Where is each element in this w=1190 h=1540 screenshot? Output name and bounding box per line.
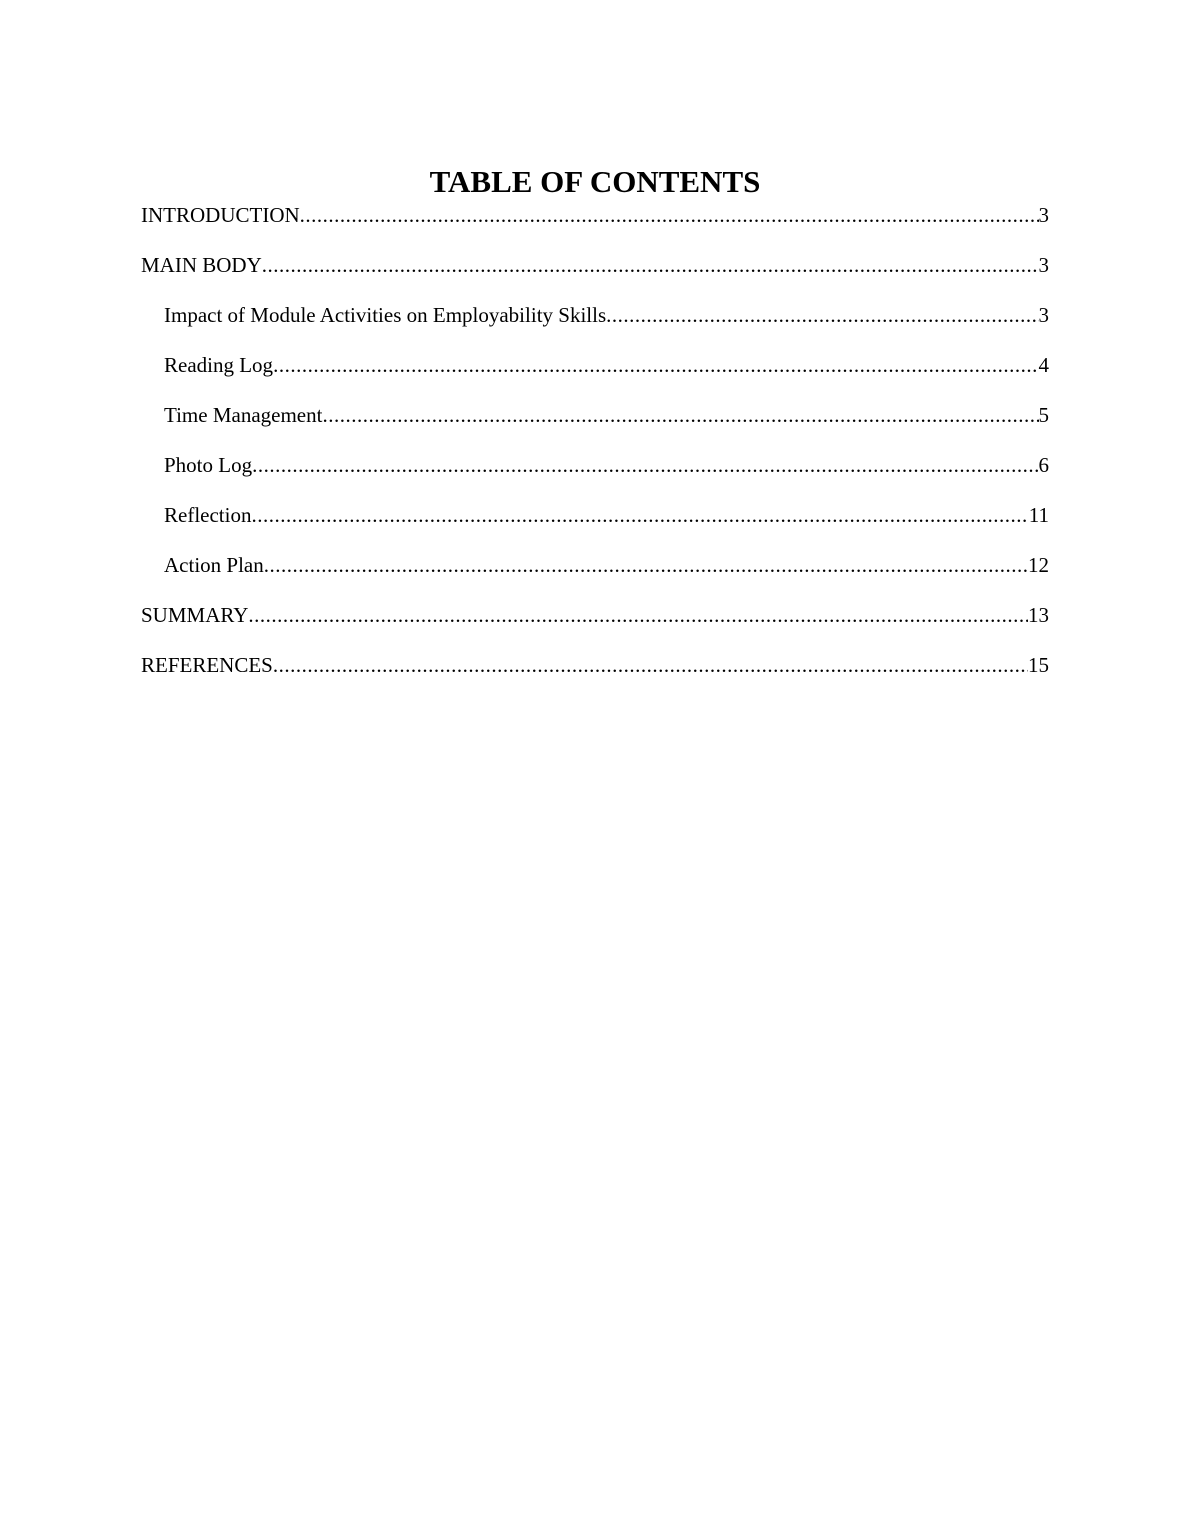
toc-entry-photo-log[interactable] xyxy=(141,450,1049,500)
toc-entry-action-plan[interactable] xyxy=(141,550,1049,600)
toc-entry-reflection[interactable] xyxy=(141,500,1049,550)
toc-entry-label: Time Management xyxy=(164,403,323,427)
toc-dot-leader xyxy=(262,250,1039,280)
toc-entry-page: 6 xyxy=(1038,453,1049,477)
toc-entry-label: Impact of Module Activities on Employability Skills xyxy=(164,303,607,327)
toc-dot-leader xyxy=(322,400,1038,430)
toc-entry-label: Reading Log xyxy=(164,353,274,377)
toc-entry-page: 3 xyxy=(1038,203,1049,227)
toc-title: TABLE OF CONTENTS xyxy=(429,164,761,199)
toc-entry-introduction[interactable] xyxy=(141,200,1049,250)
toc-dot-leader xyxy=(252,450,1038,480)
toc-entry-reading-log[interactable] xyxy=(141,350,1049,400)
toc-entry-references[interactable] xyxy=(141,650,1049,700)
toc-list xyxy=(141,200,1049,700)
toc-dot-leader xyxy=(264,550,1028,580)
toc-entry-summary[interactable] xyxy=(141,600,1049,650)
toc-entry-label: INTRODUCTION xyxy=(141,203,300,227)
toc-entry-label: MAIN BODY xyxy=(141,253,262,277)
toc-entry-page: 3 xyxy=(1038,303,1049,327)
toc-dot-leader xyxy=(273,650,1028,680)
toc-entry-label: Action Plan xyxy=(164,553,264,577)
toc-entry-time-management[interactable] xyxy=(141,400,1049,450)
toc-entry-label: SUMMARY xyxy=(141,603,249,627)
toc-entry-page: 15 xyxy=(1028,653,1049,677)
toc-dot-leader xyxy=(300,200,1039,230)
toc-dot-leader xyxy=(251,500,1028,530)
toc-entry-impact-of-module-activities[interactable] xyxy=(141,300,1049,350)
toc-entry-label: Photo Log xyxy=(164,453,253,477)
toc-dot-leader xyxy=(273,350,1038,380)
toc-entry-label: Reflection xyxy=(164,503,252,527)
toc-entry-page: 3 xyxy=(1038,253,1049,277)
toc-entry-label: REFERENCES xyxy=(141,653,273,677)
toc-entry-page: 12 xyxy=(1028,553,1049,577)
toc-entry-page: 13 xyxy=(1028,603,1049,627)
toc-entry-main-body[interactable] xyxy=(141,250,1049,300)
toc-entry-page: 11 xyxy=(1028,503,1049,527)
toc-dot-leader xyxy=(248,600,1028,630)
toc-entry-page: 4 xyxy=(1038,353,1049,377)
toc-dot-leader xyxy=(606,300,1038,330)
toc-entry-page: 5 xyxy=(1038,403,1049,427)
